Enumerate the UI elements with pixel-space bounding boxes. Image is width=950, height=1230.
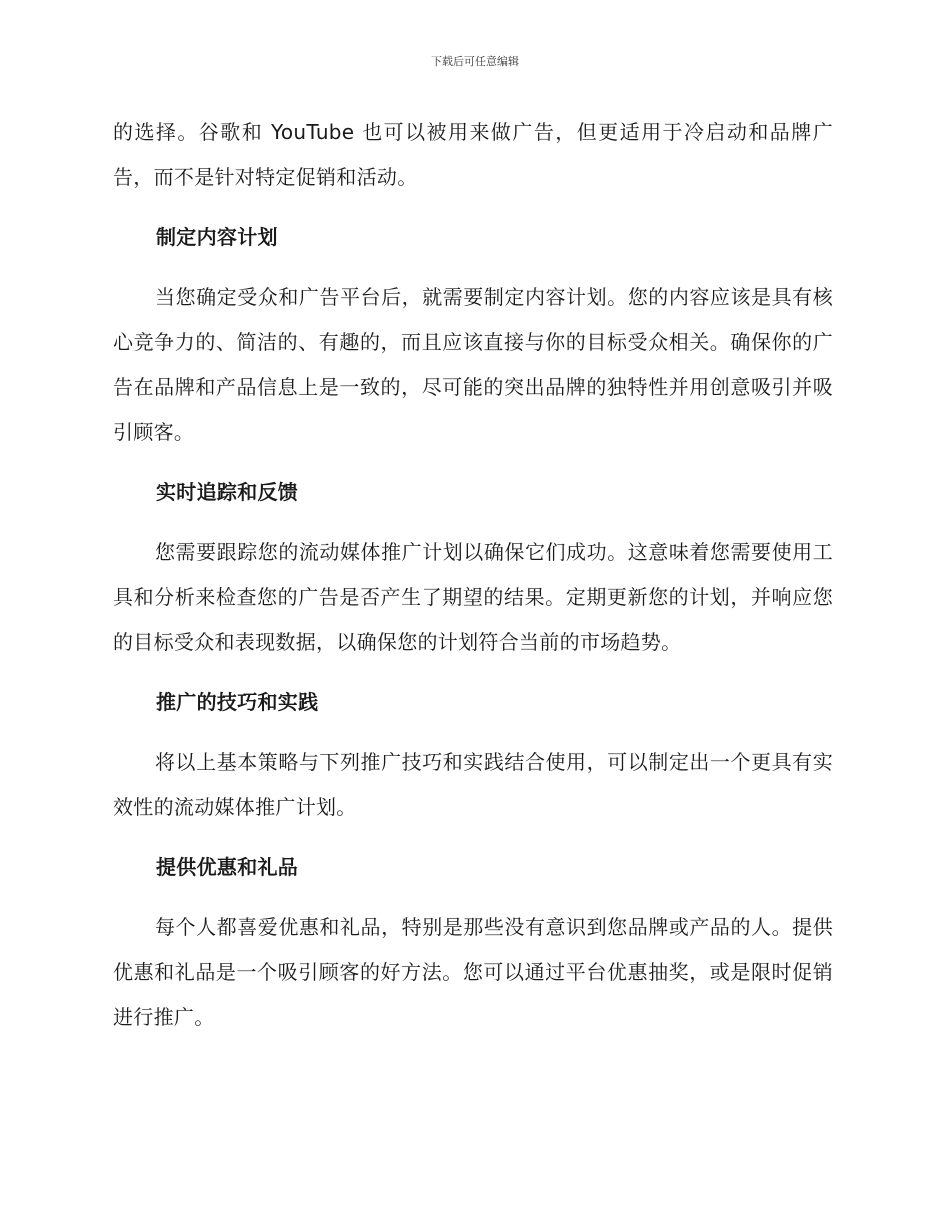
- paragraph-continuation: 的选择。谷歌和 YouTube 也可以被用来做广告，但更适用于冷启动和品牌广告，而不是针对特定促销和活动。: [113, 120, 833, 189]
- page-header: 下载后可任意编辑: [431, 55, 519, 68]
- document-body: [113, 110, 833, 1055]
- section-heading-content-plan: 制定内容计划: [156, 225, 278, 249]
- paragraph-content-plan: 当您确定受众和广告平台后，就需要制定内容计划。您的内容应该是具有核心竞争力的、简洁的、有趣的，而且应该直接与你的目标受众相关。确保你的广告在品牌和产品信息上是一致的，尽可能的突出品牌的独特性并用创意吸引并吸引顾客。: [113, 285, 833, 444]
- section-heading-promotion-tips: 推广的技巧和实践: [156, 690, 319, 714]
- paragraph-promotion-tips: 将以上基本策略与下列推广技巧和实践结合使用，可以制定出一个更具有实效性的流动媒体推广计划。: [113, 750, 833, 819]
- paragraph-tracking-feedback: 您需要跟踪您的流动媒体推广计划以确保它们成功。这意味着您需要使用工具和分析来检查您的广告是否产生了期望的结果。定期更新您的计划，并响应您的目标受众和表现数据，以确保您的计划符合当前的市场趋势。: [113, 540, 833, 654]
- section-heading-tracking-feedback: 实时追踪和反馈: [156, 480, 299, 504]
- paragraph-offers-gifts: 每个人都喜爱优惠和礼品，特别是那些没有意识到您品牌或产品的人。提供优惠和礼品是一个吸引顾客的好方法。您可以通过平台优惠抽奖，或是限时促销进行推广。: [113, 915, 833, 1029]
- section-heading-offers-gifts: 提供优惠和礼品: [156, 855, 299, 879]
